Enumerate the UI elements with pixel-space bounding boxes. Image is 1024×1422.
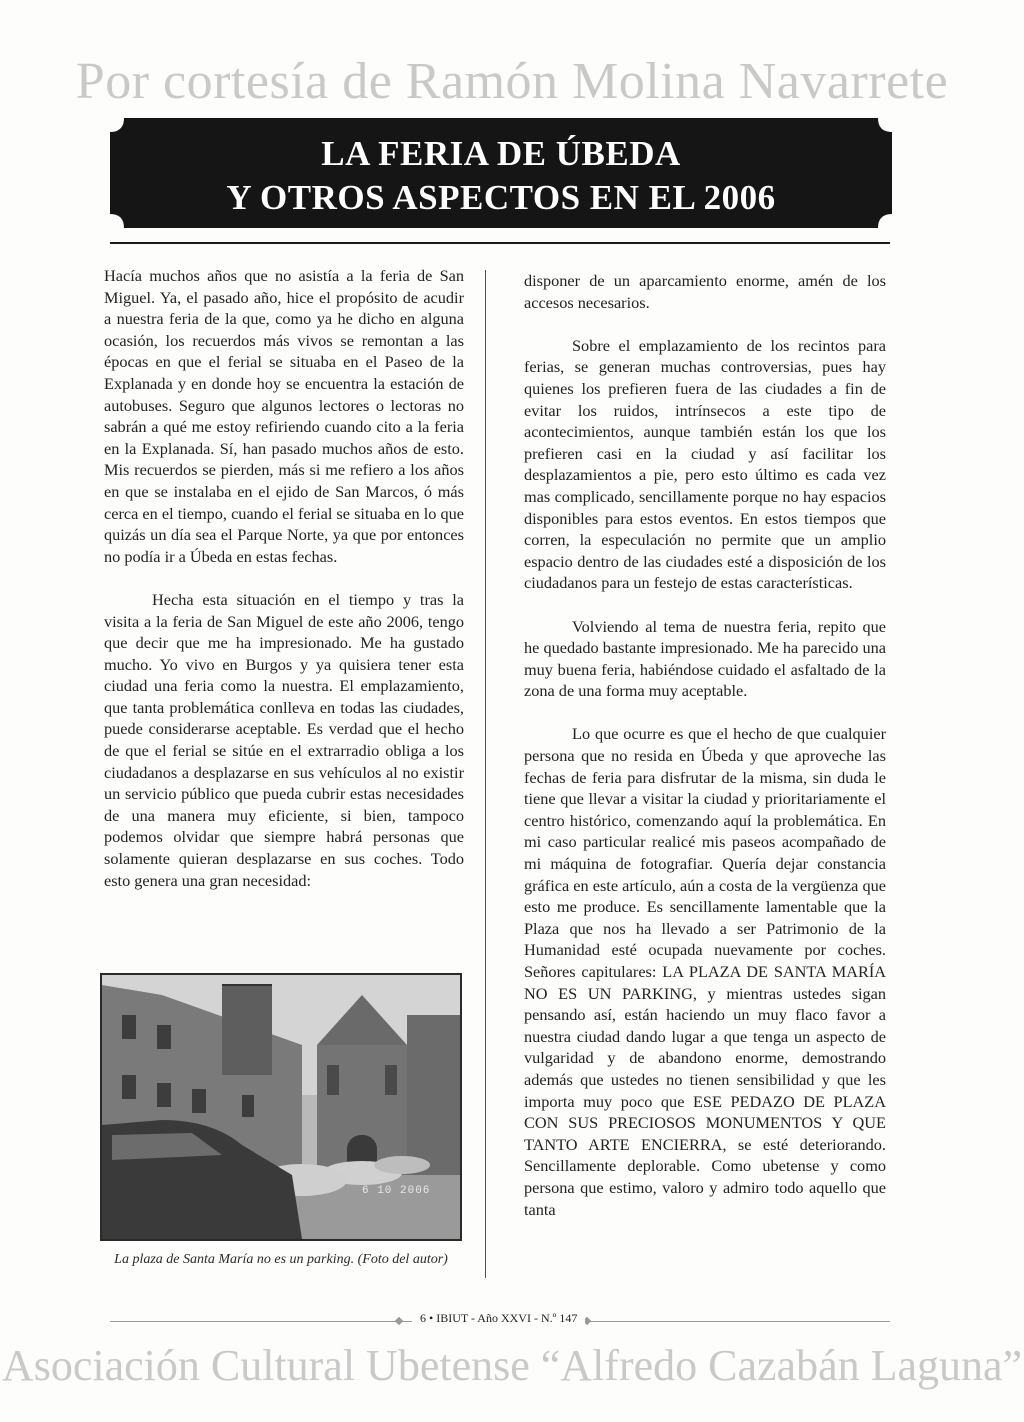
paragraph: Sobre el emplazamiento de los recintos para ferias, se generan muchas controversias, pues hay quienes los prefieren fuera de las ciudades a fin de evitar los ruidos, intrínsecos a este tipo de acontecimientos, aunque también están los que los prefieren casi en la ciudad y así facilitar los desplazamientos a pie, pero esto último es cada vez mas complicado, sencillamente porque no hay espacios disponibles para estos eventos. En estos tiempos que corren, la especulación no permite que un amplio espacio dentro de las ciudades esté a disposición de los ciudadanos para un festejo de estas características. <box>524 335 886 593</box>
paragraph: Hacía muchos años que no asistía a la feria de San Miguel. Ya, el pasado año, hice el propósito de acudir a nuestra feria de la que, como ya he dicho en alguna ocasión, los recuerdos más vivos se remontan a las épocas en que el ferial se situaba en el Paseo de la Explanada y en donde hoy se encuentra la estación de autobuses. Seguro que algunos lectores o lectoras no sabrán a qué me estoy refiriendo cuando cito a la feria en la Explanada. Sí, han pasado muchos años de esto. Mis recuerdos se pierden, más si me refiero a los años en que se instalaba en el ejido de San Marcos, ó más cerca en el tiempo, cuando el ferial se situaba en lo que quizás un día sea el Parque Norte, ya que por entonces no podía ir a Úbeda en estas fechas. <box>104 266 464 566</box>
photo-caption: La plaza de Santa María no es un parking. (Foto del autor) <box>114 1252 448 1267</box>
title-line-1: LA FERIA DE ÚBEDA <box>321 134 681 173</box>
photo-date-stamp: 6 10 2006 <box>362 1185 431 1197</box>
page-footer: 6 • IBIUT - Año XXVI - N.º 147 <box>412 1311 585 1326</box>
plaza-photo-image <box>102 975 460 1239</box>
paragraph: Lo que ocurre es que el hecho de que cualquier persona que no resida en Úbeda y que aproveche las fechas de feria para disfrutar de la misma, sin duda le tiene que llevar a visitar la ciudad y prioritariamente el centro histórico, comenzando aquí la problemática. En mi caso particular realicé mis paseos acompañado de mi máquina de fotografiar. Quería dejar constancia gráfica en este artículo, aún a costa de la vergüenza que esto me produce. Es sencillamente lamentable que la Plaza que nos ha llevado a ser Patrimonio de la Humanidad esté ocupada nuevamente por coches. Señores capitulares: LA PLAZA DE SANTA MARÍA NO ES UN PARKING, y mientras ustedes sigan pensando así, están haciendo un muy flaco favor a nuestra ciudad dando lugar a que tenga un aspecto de vulgaridad y de abandono enorme, demostrando además que ustedes no tienen sensibilidad y que les importa muy poco que ESE PEDAZO DE PLAZA CON SUS PRECIOSOS MONUMENTOS Y QUE TANTO ARTE ENCIERRA, se esté deteriorando. Sencillamente deplorable. Como ubetense y como persona que estimo, valoro y admiro todo aquello que tanta <box>524 724 886 1219</box>
left-column <box>104 265 464 913</box>
article-title <box>110 132 892 220</box>
footer-ornament <box>395 1317 403 1325</box>
paragraph: Hecha esta situación en el tiempo y tras la visita a la feria de San Miguel de este año 2006, tengo que decir que me ha impresionado. Me ha gustado mucho. Yo vivo en Burgos y ya quisiera tener esta ciudad una feria como la nuestra. El emplazamiento, que tanta problemática conlleva en todas las ciudades, puede considerarse aceptable. Es verdad que el hecho de que el ferial se sitúe en el extrarradio obliga a los ciudadanos a desplazarse en sus vehículos al no existir un servicio público que pueda cubrir estas necesidades de una manera muy eficiente, si bien, tampoco podemos olvidar que siempre habrá personas que solamente quieran desplazarse en sus coches. Todo esto genera una gran necesidad: <box>104 589 464 890</box>
title-line-2: Y OTROS ASPECTOS EN EL 2006 <box>226 178 776 217</box>
plaza-photo <box>100 973 462 1241</box>
title-banner <box>110 118 892 228</box>
watermark-top: Por cortesía de Ramón Molina Navarrete <box>75 53 949 110</box>
right-column <box>524 270 886 1242</box>
title-rule <box>110 242 890 244</box>
paragraph: disponer de un aparcamiento enorme, amén de los accesos necesarios. <box>524 271 886 312</box>
paragraph: Volviendo al tema de nuestra feria, repito que he quedado bastante impresionado. Me ha parecido una muy buena feria, habiéndose cuidado el asfaltado de la zona de una forma muy aceptable. <box>524 616 886 701</box>
watermark-bottom: Asociación Cultural Ubetense “Alfredo Cazabán Laguna” <box>1 1341 1023 1390</box>
column-divider <box>485 270 486 1278</box>
